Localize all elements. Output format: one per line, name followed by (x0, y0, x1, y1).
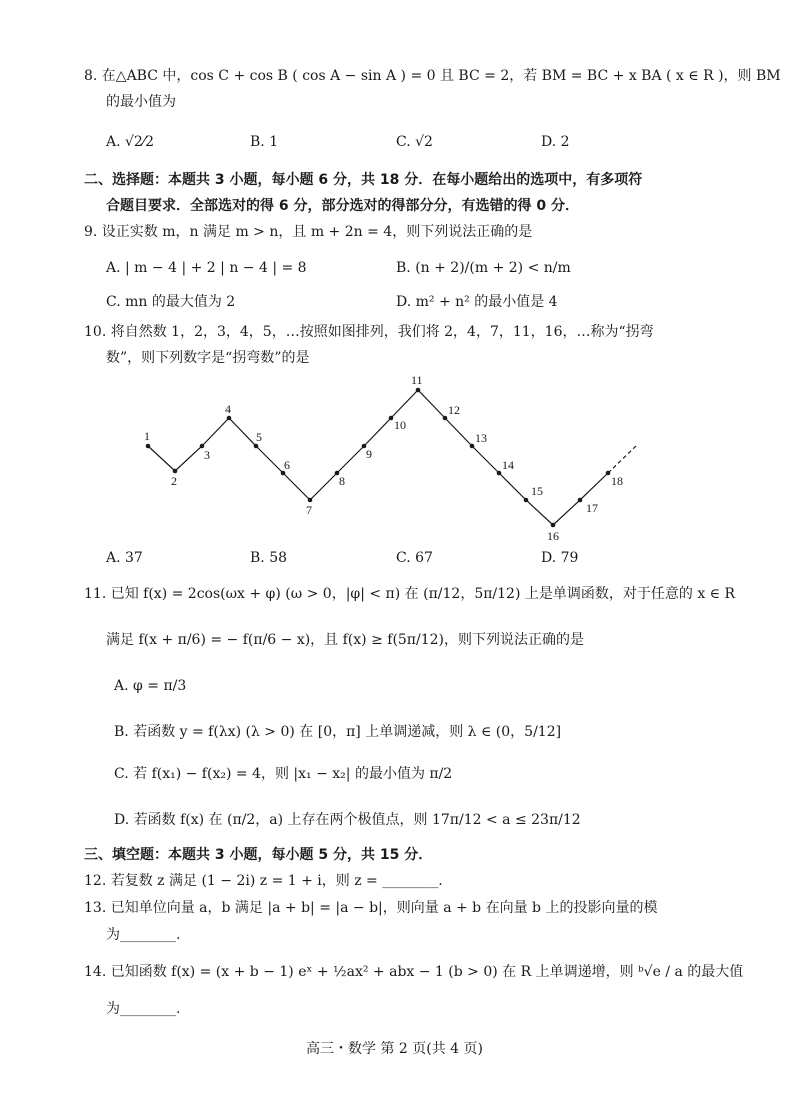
zigzag-label-9: 9 (366, 447, 372, 461)
zigzag-dots (146, 388, 611, 528)
zigzag-dot (443, 416, 448, 421)
zigzag-label-14: 14 (502, 458, 514, 472)
zigzag-number-diagram (140, 372, 650, 547)
section2-heading-line1: 二、选择题：本题共 3 小题，每小题 6 分，共 18 分．在每小题给出的选项中，有多项符 (84, 172, 643, 188)
q11-stem-line1: 11. 已知 f(x) = 2cos(ωx + φ) (ω > 0，|φ| < π) 在 (π/12，5π/12) 上是单调函数，对于任意的 x ∈ R (84, 586, 736, 602)
q8-stem-line1: 8. 在△ABC 中，cos C + cos B ( cos A − sin A ) = 0 且 BC = 2，若 BM = BC + x BA ( x ∈ R )，则 BM (84, 68, 781, 84)
zigzag-label-11: 11 (411, 373, 423, 387)
q10-stem-line1: 10. 将自然数 1，2，3，4，5，…按照如图排列，我们将 2，4，7，11，16，…称为“拐弯 (84, 324, 654, 340)
zigzag-dot (524, 498, 529, 503)
q13-stem-line2: 为________. (106, 927, 181, 943)
q11-option-d: D. 若函数 f(x) 在 (π/2，a) 上存在两个极值点，则 17π/12 < a ≤ 23π/12 (114, 812, 581, 828)
q10-option-c: C. 67 (396, 550, 433, 566)
q8-option-d: D. 2 (541, 134, 570, 150)
q8-option-c: C. √2 (396, 134, 433, 150)
q11-option-b: B. 若函数 y = f(λx) (λ > 0) 在 [0，π] 上单调递减，则 λ ∈ (0，5/12] (114, 724, 562, 740)
zigzag-dot (173, 469, 178, 474)
q9-option-c: C. mn 的最大值为 2 (106, 294, 236, 310)
zigzag-dot (416, 388, 421, 393)
zigzag-label-1: 1 (144, 429, 150, 443)
zigzag-label-17: 17 (586, 501, 598, 515)
zigzag-label-5: 5 (256, 430, 262, 444)
q9-option-b: B. (n + 2)/(m + 2) < n/m (396, 260, 571, 276)
zigzag-label-7: 7 (306, 503, 312, 517)
zigzag-label-4: 4 (225, 402, 231, 416)
zigzag-label-3: 3 (204, 448, 210, 462)
zigzag-continuation-dashed (608, 446, 636, 473)
q10-option-a: A. 37 (106, 550, 143, 566)
zigzag-dot (606, 471, 611, 476)
zigzag-dot (146, 444, 151, 449)
zigzag-dot (227, 416, 232, 421)
zigzag-dot (497, 471, 502, 476)
zigzag-label-10: 10 (394, 418, 406, 432)
q9-stem: 9. 设正实数 m，n 满足 m > n，且 m + 2n = 4，则下列说法正确的是 (84, 224, 533, 240)
zigzag-path (148, 390, 608, 525)
zigzag-dot (308, 498, 313, 503)
page-footer: 高三・数学 第 2 页(共 4 页) (306, 1041, 483, 1057)
q14-stem-line1: 14. 已知函数 f(x) = (x + b − 1) eˣ + ½ax² + abx − 1 (b > 0) 在 R 上单调递增，则 ᵇ√e / a 的最大值 (84, 964, 744, 980)
zigzag-label-18: 18 (611, 474, 623, 488)
q10-option-b: B. 58 (250, 550, 288, 566)
zigzag-dot (551, 523, 556, 528)
q8-stem-line2: 的最小值为 (106, 94, 176, 110)
q13-stem-line1: 13. 已知单位向量 a，b 满足 |a + b| = |a − b|，则向量 a + b 在向量 b 上的投影向量的模 (84, 900, 658, 916)
zigzag-label-13: 13 (475, 431, 487, 445)
q12-stem: 12. 若复数 z 满足 (1 − 2i) z = 1 + i，则 z = ________. (84, 873, 443, 889)
zigzag-label-15: 15 (531, 484, 543, 498)
q11-stem-line2: 满足 f(x + π/6) = − f(π/6 − x)，且 f(x) ≥ f(5π/12)，则下列说法正确的是 (106, 632, 585, 648)
section2-heading-line2: 合题目要求．全部选对的得 6 分，部分选对的得部分分，有选错的得 0 分． (106, 198, 579, 214)
q11-option-c: C. 若 f(x₁) − f(x₂) = 4，则 |x₁ − x₂| 的最小值为 π/2 (114, 766, 453, 782)
q9-option-d: D. m² + n² 的最小值是 4 (396, 294, 558, 310)
q8-option-a: A. √2⁄2 (106, 134, 155, 150)
zigzag-label-12: 12 (448, 403, 460, 417)
zigzag-dot (470, 444, 475, 449)
q10-option-d: D. 79 (541, 550, 579, 566)
zigzag-dot (578, 498, 583, 503)
zigzag-dot (254, 444, 259, 449)
q11-option-a: A. φ = π/3 (114, 678, 187, 694)
zigzag-label-2: 2 (171, 474, 177, 488)
zigzag-dot (389, 416, 394, 421)
q14-stem-line2: 为________. (106, 1001, 181, 1017)
q8-option-b: B. 1 (250, 134, 279, 150)
q10-stem-line2: 数”，则下列数字是“拐弯数”的是 (106, 350, 310, 366)
section3-heading: 三、填空题：本题共 3 小题，每小题 5 分，共 15 分． (84, 847, 433, 863)
q9-option-a: A. | m − 4 | + 2 | n − 4 | = 8 (106, 260, 307, 276)
zigzag-label-16: 16 (547, 529, 559, 543)
zigzag-label-6: 6 (284, 458, 290, 472)
zigzag-label-8: 8 (339, 474, 345, 488)
